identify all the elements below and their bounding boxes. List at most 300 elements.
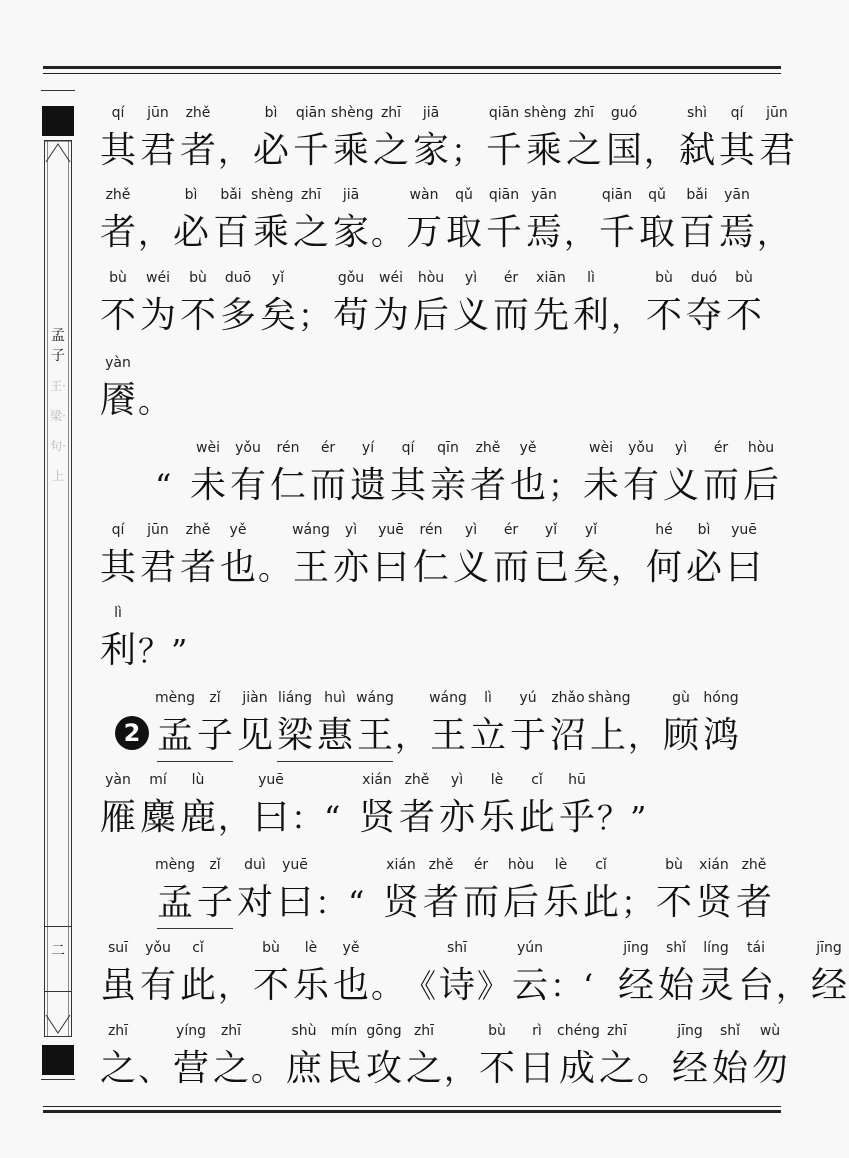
pinyin: bù bbox=[655, 270, 673, 286]
ruby-char bbox=[581, 440, 621, 518]
ruby-char bbox=[571, 270, 611, 348]
hanzi: 先 bbox=[532, 295, 569, 336]
ruby-char bbox=[428, 440, 468, 518]
ruby-char bbox=[411, 270, 451, 348]
punctuation bbox=[138, 605, 171, 683]
bottom-rule bbox=[43, 1110, 781, 1113]
ruby-char bbox=[291, 940, 331, 1018]
pinyin: mín bbox=[330, 1023, 358, 1039]
hanzi: 亦 bbox=[438, 797, 475, 838]
pinyin: lù bbox=[191, 772, 205, 788]
ruby-char bbox=[218, 270, 258, 348]
ruby-char bbox=[677, 105, 717, 183]
ruby-char bbox=[275, 857, 315, 935]
hanzi: 仁 bbox=[269, 465, 306, 506]
ruby-char bbox=[331, 187, 371, 265]
ruby-char bbox=[717, 187, 757, 265]
pinyin: zhě bbox=[404, 772, 430, 788]
hanzi: 者 bbox=[179, 130, 216, 171]
hanzi: 者 bbox=[735, 882, 772, 923]
pinyin: yuē bbox=[378, 522, 404, 538]
ruby-char bbox=[724, 270, 764, 348]
pinyin: bù bbox=[262, 940, 280, 956]
ruby-char bbox=[98, 605, 138, 683]
hanzi: 焉 bbox=[525, 212, 562, 253]
ruby-char bbox=[155, 690, 195, 768]
ruby-char bbox=[411, 105, 451, 183]
pinyin: cǐ bbox=[192, 940, 204, 956]
hanzi: 之 bbox=[99, 1048, 136, 1089]
pinyin: ér bbox=[503, 270, 519, 286]
pinyin: wéi bbox=[379, 270, 403, 286]
hanzi: 曰 bbox=[252, 797, 289, 838]
pinyin: shǐ bbox=[665, 940, 687, 956]
punctuation bbox=[451, 105, 484, 183]
ruby-char bbox=[315, 690, 355, 768]
hanzi: ， bbox=[218, 967, 251, 1005]
ruby-char bbox=[517, 1023, 557, 1101]
hanzi: 而 bbox=[462, 882, 499, 923]
hanzi: 孟 bbox=[156, 715, 193, 756]
pinyin: yǐ bbox=[584, 522, 598, 538]
ruby-char bbox=[195, 690, 235, 768]
punctuation bbox=[395, 690, 428, 768]
pinyin: lè bbox=[304, 940, 318, 956]
pinyin: xián bbox=[386, 857, 416, 873]
hanzi: 不 bbox=[725, 295, 762, 336]
pinyin: zhě bbox=[428, 857, 454, 873]
hanzi: 曰 bbox=[276, 882, 313, 923]
hanzi: 者 bbox=[422, 882, 459, 923]
hanzi: 义 bbox=[452, 547, 489, 588]
pinyin: qí bbox=[111, 105, 125, 121]
ruby-char bbox=[228, 440, 268, 518]
ruby-char bbox=[531, 270, 571, 348]
hanzi: ， bbox=[218, 132, 251, 170]
ruby-char bbox=[604, 105, 644, 183]
pinyin: jūn bbox=[147, 105, 169, 121]
ruby-char bbox=[98, 187, 138, 265]
hanzi: 虽 bbox=[99, 965, 136, 1006]
pinyin: lì bbox=[114, 605, 122, 621]
punctuation bbox=[218, 105, 251, 183]
hanzi: 后 bbox=[412, 295, 449, 336]
hanzi: ， bbox=[218, 799, 251, 837]
hanzi: 王 bbox=[429, 715, 466, 756]
pinyin: ér bbox=[320, 440, 336, 456]
hanzi: 。 bbox=[138, 382, 171, 420]
ruby-char bbox=[701, 690, 741, 768]
pinyin: yàn bbox=[105, 772, 131, 788]
hanzi: ” bbox=[630, 799, 647, 837]
hanzi: 何 bbox=[645, 547, 682, 588]
bottom-rule-thin bbox=[43, 1106, 781, 1107]
punctuation bbox=[644, 105, 677, 183]
ruby-char bbox=[275, 690, 315, 768]
pinyin: lì bbox=[484, 690, 492, 706]
hanzi: ， bbox=[611, 297, 644, 335]
pinyin: zhī bbox=[573, 105, 595, 121]
pinyin: huì bbox=[324, 690, 346, 706]
hanzi: 而 bbox=[492, 295, 529, 336]
pinyin: qí bbox=[401, 440, 415, 456]
hanzi: ： bbox=[291, 799, 324, 837]
hanzi: 之 bbox=[405, 1048, 442, 1089]
pinyin: shèng bbox=[251, 187, 294, 203]
ruby-char bbox=[98, 270, 138, 348]
hanzi: 之 bbox=[598, 1048, 635, 1089]
pinyin: mí bbox=[149, 772, 167, 788]
hanzi: 灵 bbox=[697, 965, 734, 1006]
ruby-char bbox=[324, 1023, 364, 1101]
hanzi: 餍 bbox=[99, 380, 136, 421]
hanzi: 百 bbox=[212, 212, 249, 253]
pinyin: xián bbox=[699, 857, 729, 873]
ruby-char bbox=[581, 857, 621, 935]
ruby-char bbox=[138, 270, 178, 348]
hanzi: 子 bbox=[196, 882, 233, 923]
punctuation bbox=[564, 187, 597, 265]
pinyin: qí bbox=[730, 105, 744, 121]
hanzi: 焉 bbox=[718, 212, 755, 253]
hanzi: ‘ bbox=[583, 967, 594, 1005]
ruby-char bbox=[291, 187, 331, 265]
pinyin: jiā bbox=[342, 187, 360, 203]
hanzi: 曰 bbox=[372, 547, 409, 588]
punctuation bbox=[138, 355, 171, 433]
hanzi: ， bbox=[564, 214, 597, 252]
pinyin: qiān bbox=[601, 187, 633, 203]
hanzi: 矣 bbox=[572, 547, 609, 588]
hanzi: 于 bbox=[509, 715, 546, 756]
ruby-char bbox=[477, 1023, 517, 1101]
hanzi: 不 bbox=[645, 295, 682, 336]
ruby-char bbox=[517, 772, 557, 850]
hanzi: ， bbox=[395, 717, 428, 755]
ruby-char bbox=[510, 940, 550, 1018]
ruby-char bbox=[258, 270, 298, 348]
hanzi: ” bbox=[171, 632, 188, 670]
pinyin: bù bbox=[735, 270, 753, 286]
hanzi: 乐 bbox=[292, 965, 329, 1006]
pinyin: yú bbox=[519, 690, 537, 706]
pinyin: yǐ bbox=[271, 270, 285, 286]
hanzi: 利 bbox=[99, 630, 136, 671]
hanzi: 千 bbox=[292, 130, 329, 171]
pinyin: qīn bbox=[437, 440, 459, 456]
ruby-char bbox=[357, 772, 397, 850]
hanzi: ； bbox=[548, 467, 581, 505]
ruby-char bbox=[218, 522, 258, 600]
hanzi: 有 bbox=[622, 465, 659, 506]
ruby-char bbox=[564, 105, 604, 183]
hanzi: “ bbox=[324, 799, 341, 837]
pinyin: jīng bbox=[816, 940, 842, 956]
hanzi: 义 bbox=[452, 295, 489, 336]
punctuation bbox=[404, 940, 437, 1018]
hanzi: 多 bbox=[219, 295, 256, 336]
pinyin: wàn bbox=[409, 187, 439, 203]
pinyin: zhě bbox=[475, 440, 501, 456]
pinyin: qǔ bbox=[455, 187, 473, 203]
pinyin: yān bbox=[724, 187, 750, 203]
pinyin: yì bbox=[450, 772, 464, 788]
hanzi: 孟 bbox=[156, 882, 193, 923]
hanzi: 者 bbox=[179, 547, 216, 588]
ruby-char bbox=[98, 105, 138, 183]
ruby-char bbox=[397, 772, 437, 850]
ruby-char bbox=[291, 105, 331, 183]
ruby-char bbox=[468, 690, 508, 768]
punctuation bbox=[477, 940, 510, 1018]
pinyin: wáng bbox=[292, 522, 330, 538]
pinyin: rén bbox=[419, 522, 443, 538]
punctuation bbox=[218, 772, 251, 850]
pinyin: qiān bbox=[488, 105, 520, 121]
punctuation bbox=[171, 605, 204, 683]
hanzi: 已 bbox=[532, 547, 569, 588]
pinyin: yǒu bbox=[235, 440, 261, 456]
ruby-char bbox=[684, 522, 724, 600]
pinyin: gù bbox=[672, 690, 690, 706]
punctuation bbox=[611, 522, 644, 600]
ruby-char bbox=[468, 440, 508, 518]
hanzi: 亦 bbox=[332, 547, 369, 588]
ruby-char bbox=[734, 857, 774, 935]
hanzi: 、 bbox=[138, 1050, 171, 1088]
ruby-char bbox=[371, 270, 411, 348]
pinyin: gǒu bbox=[337, 270, 365, 286]
pinyin: mèng bbox=[155, 857, 196, 873]
hanzi: ； bbox=[451, 132, 484, 170]
hanzi: ， bbox=[776, 967, 809, 1005]
hanzi: “ bbox=[348, 884, 365, 922]
hanzi: 仁 bbox=[412, 547, 449, 588]
hanzi: 之 bbox=[292, 212, 329, 253]
pinyin: qiān bbox=[488, 187, 520, 203]
ruby-char bbox=[155, 857, 195, 935]
ruby-char bbox=[381, 857, 421, 935]
punctuation bbox=[583, 940, 616, 1018]
hanzi: 苟 bbox=[332, 295, 369, 336]
hanzi: 鹿 bbox=[179, 797, 216, 838]
ruby-char bbox=[597, 187, 637, 265]
pinyin: jiàn bbox=[242, 690, 268, 706]
ruby-char bbox=[661, 440, 701, 518]
ruby-char bbox=[444, 187, 484, 265]
pinyin: yuē bbox=[258, 772, 284, 788]
pinyin: xiān bbox=[536, 270, 566, 286]
ruby-char bbox=[371, 522, 411, 600]
pinyin: tái bbox=[747, 940, 765, 956]
ruby-char bbox=[178, 522, 218, 600]
pinyin: hé bbox=[655, 522, 673, 538]
hanzi: ， bbox=[757, 214, 790, 252]
ruby-char bbox=[178, 105, 218, 183]
punctuation bbox=[138, 1023, 171, 1101]
hanzi: 此 bbox=[518, 797, 555, 838]
hanzi: 取 bbox=[445, 212, 482, 253]
section-number-badge: 2 bbox=[115, 716, 149, 750]
hanzi: 矣 bbox=[259, 295, 296, 336]
sidebar-page-divider-bottom bbox=[45, 991, 71, 992]
pinyin: ér bbox=[713, 440, 729, 456]
hanzi: 后 bbox=[502, 882, 539, 923]
ruby-char bbox=[211, 1023, 251, 1101]
pinyin: ér bbox=[473, 857, 489, 873]
pinyin: shì bbox=[686, 105, 708, 121]
ruby-char bbox=[621, 440, 661, 518]
punctuation bbox=[298, 270, 331, 348]
ruby-char bbox=[98, 1023, 138, 1101]
pinyin: yíng bbox=[176, 1023, 206, 1039]
ruby-char bbox=[211, 187, 251, 265]
hanzi: 者 bbox=[469, 465, 506, 506]
pinyin: jūn bbox=[766, 105, 788, 121]
pinyin: qǔ bbox=[648, 187, 666, 203]
pinyin: zhī bbox=[380, 105, 402, 121]
pinyin: yǐ bbox=[544, 522, 558, 538]
pinyin: qí bbox=[111, 522, 125, 538]
ruby-char bbox=[750, 1023, 790, 1101]
hanzi: 沼 bbox=[549, 715, 586, 756]
hanzi: 弑 bbox=[678, 130, 715, 171]
hanzi: 上 bbox=[589, 715, 626, 756]
hanzi: ， bbox=[628, 717, 661, 755]
hanzi: 君 bbox=[139, 547, 176, 588]
hanzi: 鸿 bbox=[702, 715, 739, 756]
ruby-char bbox=[694, 857, 734, 935]
hanzi: 万 bbox=[405, 212, 442, 253]
ruby-char bbox=[98, 772, 138, 850]
pinyin: yì bbox=[344, 522, 358, 538]
pinyin: zhī bbox=[413, 1023, 435, 1039]
hanzi: 百 bbox=[678, 212, 715, 253]
ruby-char bbox=[235, 690, 275, 768]
hanzi: 子 bbox=[196, 715, 233, 756]
hanzi: 不 bbox=[655, 882, 692, 923]
pinyin: zhī bbox=[606, 1023, 628, 1039]
proper-noun-underline bbox=[277, 761, 393, 762]
ruby-char bbox=[251, 187, 294, 265]
ruby-char bbox=[524, 105, 567, 183]
hanzi: 也 bbox=[219, 547, 256, 588]
pinyin: bù bbox=[665, 857, 683, 873]
hanzi: 乘 bbox=[332, 130, 369, 171]
ruby-char bbox=[557, 772, 597, 850]
hanzi: ， bbox=[444, 1050, 477, 1088]
pinyin: duì bbox=[244, 857, 266, 873]
margin-sidebar bbox=[41, 90, 75, 1080]
ruby-char bbox=[388, 440, 428, 518]
hanzi: 亲 bbox=[429, 465, 466, 506]
hanzi: ： bbox=[315, 884, 348, 922]
hanzi: 其 bbox=[718, 130, 755, 171]
ruby-char bbox=[371, 105, 411, 183]
pinyin: jiā bbox=[422, 105, 440, 121]
hanzi: 云 bbox=[511, 965, 548, 1006]
pinyin: bù bbox=[189, 270, 207, 286]
hanzi: 攻 bbox=[365, 1048, 402, 1089]
pinyin: zhě bbox=[185, 522, 211, 538]
pinyin: rì bbox=[532, 1023, 542, 1039]
pinyin: bì bbox=[264, 105, 278, 121]
punctuation bbox=[550, 940, 583, 1018]
pinyin: duó bbox=[690, 270, 718, 286]
pinyin: zǐ bbox=[209, 690, 221, 706]
hanzi: 惠 bbox=[316, 715, 353, 756]
hanzi: 王 bbox=[292, 547, 329, 588]
hanzi: 君 bbox=[139, 130, 176, 171]
ruby-char bbox=[724, 522, 764, 600]
hanzi: 诗 bbox=[438, 965, 475, 1006]
punctuation bbox=[291, 772, 324, 850]
hanzi: ； bbox=[298, 297, 331, 335]
hanzi: 麋 bbox=[139, 797, 176, 838]
hanzi: 始 bbox=[711, 1048, 748, 1089]
pinyin: yì bbox=[674, 440, 688, 456]
ruby-char bbox=[696, 940, 736, 1018]
punctuation bbox=[218, 940, 251, 1018]
hanzi: 不 bbox=[478, 1048, 515, 1089]
pinyin: yě bbox=[519, 440, 537, 456]
ruby-char bbox=[178, 270, 218, 348]
hanzi: 千 bbox=[485, 130, 522, 171]
sidebar-page-number: 二 bbox=[51, 943, 65, 959]
hanzi: 。 bbox=[251, 1050, 284, 1088]
pinyin: yì bbox=[464, 270, 478, 286]
hanzi: 其 bbox=[389, 465, 426, 506]
ruby-char bbox=[98, 940, 138, 1018]
hanzi: 乐 bbox=[542, 882, 579, 923]
hanzi: 始 bbox=[657, 965, 694, 1006]
ruby-char bbox=[670, 1023, 710, 1101]
hanzi: 经 bbox=[617, 965, 654, 1006]
pinyin: hū bbox=[568, 772, 586, 788]
punctuation bbox=[315, 857, 348, 935]
pinyin: jūn bbox=[147, 522, 169, 538]
hanzi: 不 bbox=[252, 965, 289, 1006]
pinyin: zhī bbox=[107, 1023, 129, 1039]
ruby-char bbox=[284, 1023, 324, 1101]
pinyin: shù bbox=[291, 1023, 317, 1039]
ruby-char bbox=[451, 270, 491, 348]
pinyin: bù bbox=[109, 270, 127, 286]
ruby-char bbox=[710, 1023, 750, 1101]
hanzi: 曰 bbox=[725, 547, 762, 588]
pinyin: wáng bbox=[356, 690, 394, 706]
ruby-char bbox=[195, 857, 235, 935]
ruby-char bbox=[451, 522, 491, 600]
punctuation bbox=[611, 270, 644, 348]
hanzi: 者 bbox=[99, 212, 136, 253]
pinyin: shǐ bbox=[719, 1023, 741, 1039]
pinyin: hòu bbox=[507, 857, 535, 873]
pinyin: bì bbox=[697, 522, 711, 538]
hanzi: 》 bbox=[477, 967, 510, 1005]
hanzi: 乐 bbox=[478, 797, 515, 838]
ruby-char bbox=[268, 440, 308, 518]
hanzi: 顾 bbox=[662, 715, 699, 756]
hanzi: 贤 bbox=[382, 882, 419, 923]
ruby-char bbox=[364, 1023, 404, 1101]
ruby-char bbox=[331, 105, 374, 183]
pinyin: wù bbox=[759, 1023, 781, 1039]
ruby-char bbox=[171, 187, 211, 265]
ruby-char bbox=[138, 522, 178, 600]
hanzi: 庶 bbox=[285, 1048, 322, 1089]
hanzi: ？ bbox=[597, 799, 630, 837]
